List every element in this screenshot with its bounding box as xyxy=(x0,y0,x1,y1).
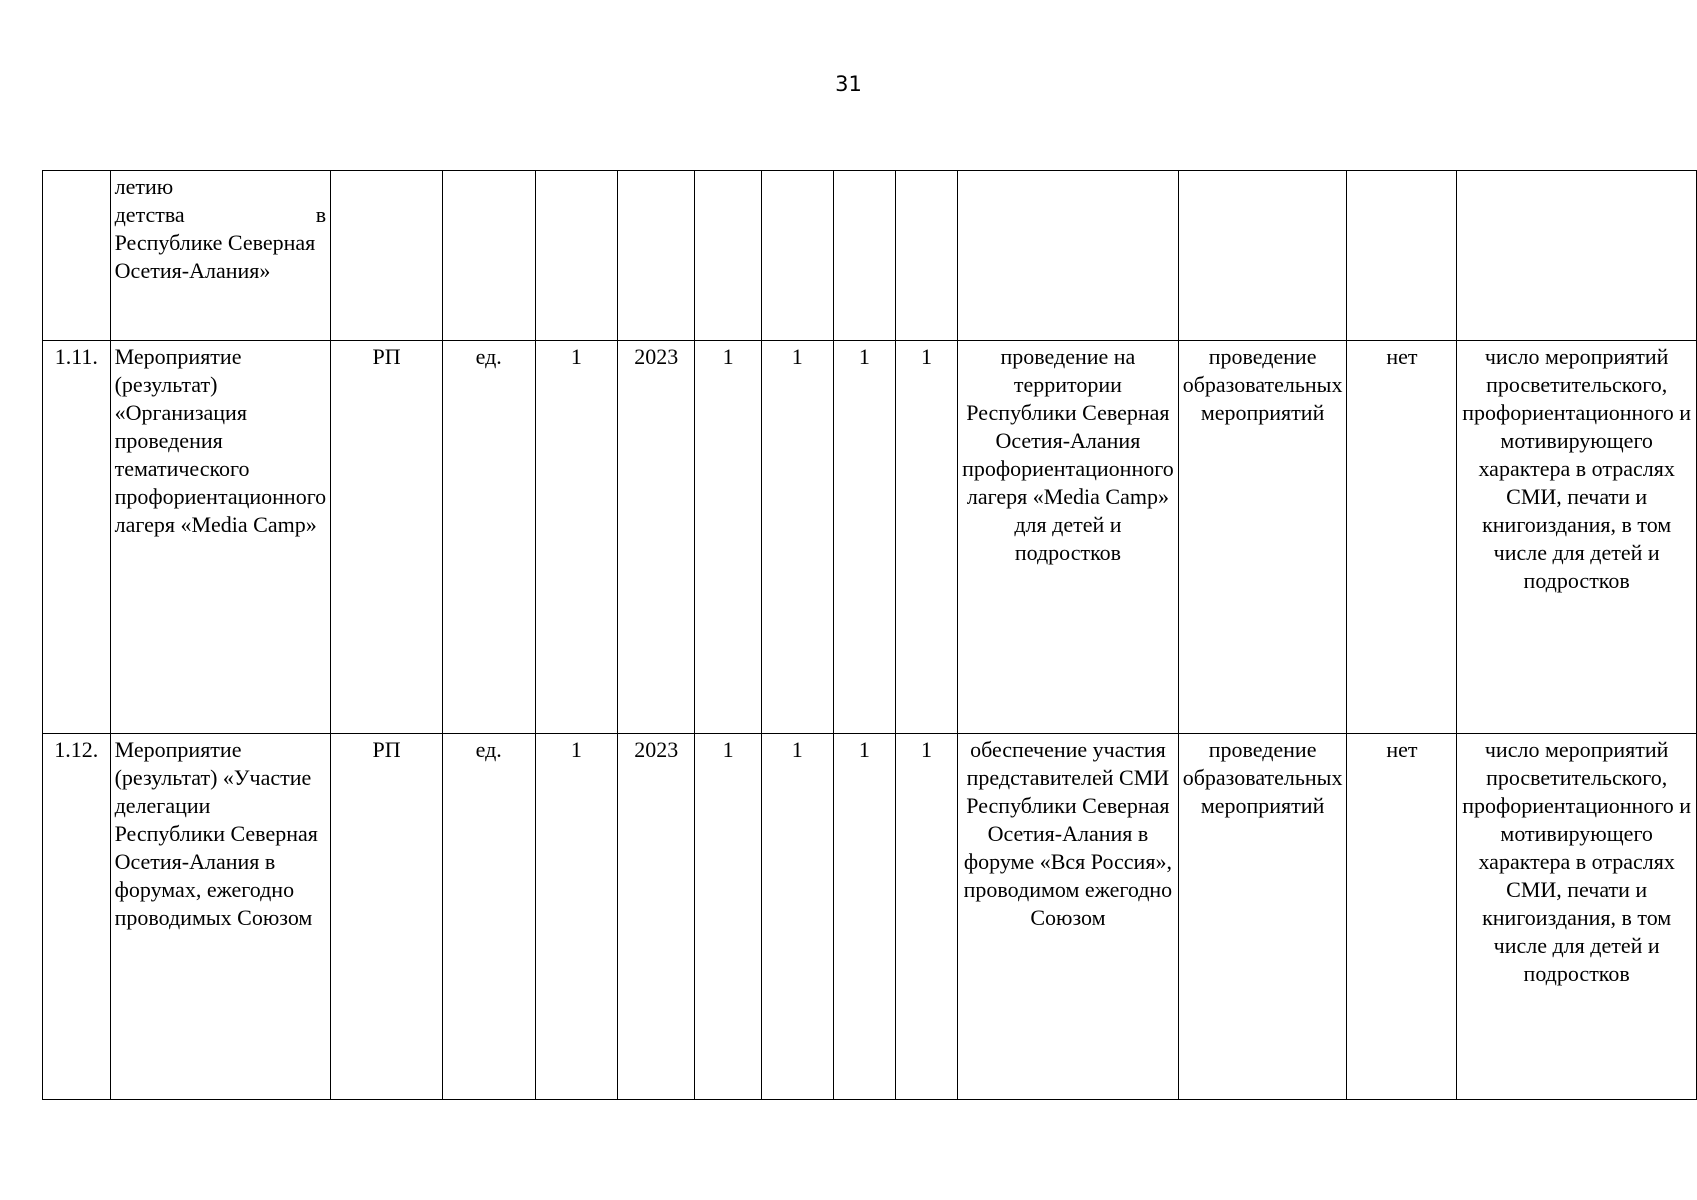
cell-value-3: 1 xyxy=(833,341,895,734)
cell-name: Мероприятие (результат) «Организация проведения тематического профориентационного лагеря «Media Camp» xyxy=(110,341,331,734)
cell-value-4: 1 xyxy=(895,734,957,1100)
cell-name-rest: Республике Северная Осетия-Алания» xyxy=(114,230,316,283)
cell-name xyxy=(110,171,331,341)
cell-value-3: 1 xyxy=(833,734,895,1100)
cell-name-first-line: летию xyxy=(114,174,174,199)
table-row xyxy=(43,341,1697,734)
cell-value-1: 1 xyxy=(695,734,761,1100)
cell-value-4: 1 xyxy=(895,341,957,734)
cell-description: проведение на территории Республики Северная Осетия-Алания профориентационного лагеря «Media Camp» для детей и подростков xyxy=(958,341,1179,734)
cell-num: 1.12. xyxy=(43,734,111,1100)
cell-base-value: 1 xyxy=(535,734,618,1100)
cell-value-2: 1 xyxy=(761,341,833,734)
cell-value-2: 1 xyxy=(761,734,833,1100)
table-row-continuation xyxy=(43,171,1697,341)
page-number: 31 xyxy=(835,72,862,96)
cell-type: проведение образовательных мероприятий xyxy=(1178,341,1347,734)
cell-base-year: 2023 xyxy=(618,734,695,1100)
table-row xyxy=(43,734,1697,1100)
cell-level: РП xyxy=(331,341,443,734)
cell-num: 1.11. xyxy=(43,341,111,734)
cell-base-year: 2023 xyxy=(618,341,695,734)
cell-unit: ед. xyxy=(442,734,535,1100)
cell-type: проведение образовательных мероприятий xyxy=(1178,734,1347,1100)
cell-indicator: число мероприятий просветительского, профориентационного и мотивирующего характера в отраслях СМИ, печати и книгоиздания, в том числе для детей и подростков xyxy=(1457,734,1697,1100)
cell-link: нет xyxy=(1347,341,1457,734)
cell-indicator: число мероприятий просветительского, профориентационного и мотивирующего характера в отраслях СМИ, печати и книгоиздания, в том числе для детей и подростков xyxy=(1457,341,1697,734)
cell-name: Мероприятие (результат) «Участие делегации Республики Северная Осетия-Алания в форумах, ежегодно проводимых Союзом xyxy=(110,734,331,1100)
cell-unit: ед. xyxy=(442,341,535,734)
results-table xyxy=(42,170,1697,1100)
cell-name-second-line: детства в xyxy=(114,202,327,227)
cell-level: РП xyxy=(331,734,443,1100)
cell-link: нет xyxy=(1347,734,1457,1100)
cell-value-1: 1 xyxy=(695,341,761,734)
cell-description: обеспечение участия представителей СМИ Республики Северная Осетия-Алания в форуме «Вся Россия», проводимом ежегодно Союзом xyxy=(958,734,1179,1100)
cell-num xyxy=(43,171,111,341)
cell-base-value: 1 xyxy=(535,341,618,734)
